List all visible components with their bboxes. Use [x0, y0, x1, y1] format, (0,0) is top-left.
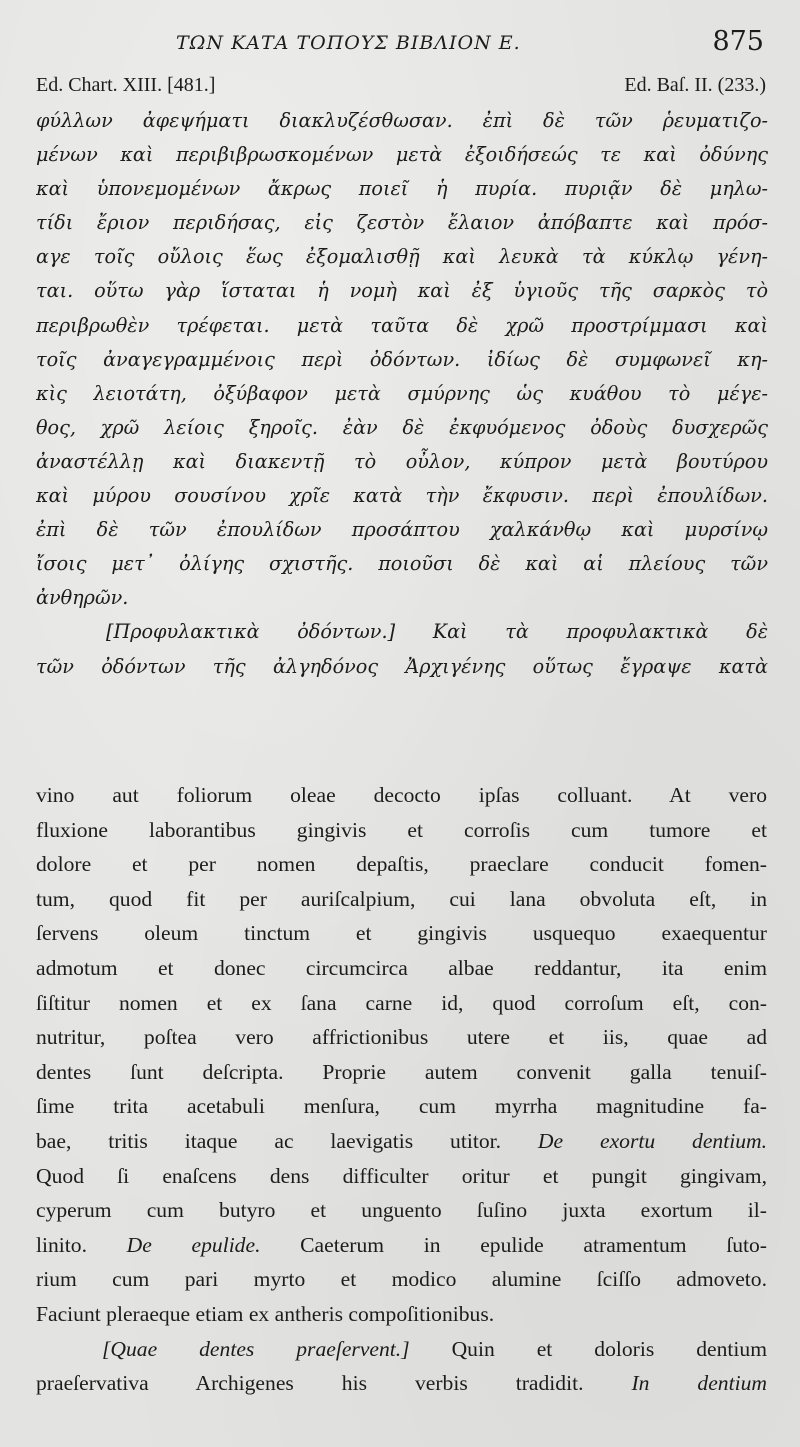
edition-chartier: Ed. Chart. XIII. [481.] [36, 74, 216, 96]
greek-line: φύλλων ἀφεψήματι διακλυζέσθωσαν. ἐπὶ δὲ τῶν ῥευματιζο- [36, 109, 768, 132]
greek-line: θος, χρῶ λείοις ξηροῖς. ἐὰν δὲ ἐκφυόμενος ὀδοὺς δυσχερῶς [36, 415, 768, 439]
greek-line: καὶ ὑπονεμομένων ἄκρως ποιεῖ ἡ πυρία. πυριᾷν δὲ μηλω- [36, 177, 768, 201]
latin-line: Faciunt pleraeque etiam ex antheris compoſitionibus. [36, 1301, 495, 1326]
latin-line: Quod ſi enaſcens dens difficulter oritur et pungit gingivam, [36, 1163, 767, 1188]
greek-line: κὶς λειοτάτη, ὀξύβαφον μετὰ σμύρνης ὡς κυάθου τὸ μέγε- [36, 381, 768, 405]
greek-line: ται. οὕτω γὰρ ἵσταται ἡ νομὴ καὶ ἐξ ὑγιοῦς τῆς σαρκὸς τὸ [36, 279, 768, 303]
latin-text-run: Caeterum in epulide atramentum ſuto- [300, 1232, 767, 1257]
latin-text-run: linito. [36, 1232, 87, 1257]
latin-line [36, 1366, 767, 1401]
greek-line: ἴσοις μετ᾽ ὀλίγης σχιστῆς. ποιοῦσι δὲ καὶ αἱ πλείους τῶν [36, 552, 768, 576]
latin-line: dentes ſunt deſcripta. Proprie autem convenit galla tenuiſ- [36, 1059, 767, 1084]
latin-line: ſiſtitur nomen et ex ſana carne id, quod corroſum eſt, con- [36, 990, 767, 1015]
greek-line: ἀνθηρῶν. [36, 586, 129, 610]
latin-text-run: bae, tritis itaque ac laevigatis utitor. [36, 1128, 502, 1153]
running-title: ΤΩΝ ΚΑΤΑ ΤΟΠΟΥΣ ΒΙΒΛΙΟΝ Ε. [176, 32, 521, 54]
latin-line [36, 1124, 767, 1159]
latin-line [36, 1332, 767, 1367]
latin-line: admotum et donec circumcirca albae reddantur, ita enim [36, 955, 767, 980]
greek-line: μένων καὶ περιβιβρωσκομένων μετὰ ἐξοιδήσεώς τε καὶ ὀδύνης [36, 143, 768, 167]
latin-line: cyperum cum butyro et unguento ſuſino juxta exortum il- [36, 1198, 767, 1223]
greek-line: καὶ μύρου σουσίνου χρῖε κατὰ τὴν ἔκφυσιν. περὶ ἐπουλίδων. [36, 484, 768, 508]
greek-line: ἐπὶ δὲ τῶν ἐπουλίδων προσάπτου χαλκάνθῳ καὶ μυρσίνῳ [36, 518, 768, 542]
latin-italic-run: In dentium [631, 1371, 767, 1396]
greek-line: περιβρωθὲν τρέφεται. μετὰ ταῦτα δὲ χρῶ προστρίμμασι καὶ [36, 313, 768, 337]
greek-line: τοῖς ἀναγεγραμμένοις περὶ ὀδόντων. ἰδίως δὲ συμφωνεῖ κη- [36, 347, 768, 371]
latin-line: ſime trita acetabuli menſura, cum myrrha magnitudine fa- [36, 1094, 767, 1119]
section-heading-praeservent: [Quae dentes praeſervent.] [102, 1336, 410, 1361]
greek-line: ἀναστέλλῃ καὶ διακεντῇ τὸ οὖλον, κύπρον μετὰ βουτύρου [36, 449, 768, 473]
greek-line: αγε τοῖς οὔλοις ἕως ἐξομαλισθῇ καὶ λευκὰ τὰ κύκλῳ γένη- [36, 245, 768, 269]
greek-line: τίδι ἔριον περιδήσας, εἰς ζεστὸν ἔλαιον ἀπόβαπτε καὶ πρόσ- [36, 211, 768, 235]
latin-text-run: Quin et doloris dentium [451, 1336, 767, 1361]
latin-line: nutritur, poſtea vero affrictionibus utere et iis, quae ad [36, 1025, 767, 1050]
page-number: 875 [712, 26, 764, 57]
section-heading-exortu: De exortu dentium. [537, 1128, 767, 1153]
section-heading-epulide: De epulide. [126, 1232, 261, 1257]
latin-line: rium cum pari myrto et modico alumine ſciſſo admoveto. [36, 1267, 767, 1292]
running-head [36, 26, 766, 66]
latin-line: dolore et per nomen depaſtis, praeclare conducit fomen- [36, 852, 767, 877]
edition-line [36, 74, 766, 100]
latin-line: vino aut foliorum oleae decocto ipſas colluant. At vero [36, 783, 767, 807]
latin-line: tum, quod fit per auriſcalpium, cui lana obvoluta eſt, in [36, 886, 767, 911]
greek-text [36, 104, 768, 684]
greek-section-heading-line: [Προφυλακτικὰ ὀδόντων.] Καὶ τὰ προφυλακτικὰ δὲ [106, 620, 768, 644]
greek-line: τῶν ὀδόντων τῆς ἀλγηδόνος Ἀρχιγένης οὕτως ἔγραψε κατὰ [36, 654, 768, 678]
latin-text-run: praeſervativa Archigenes his verbis tradidit. [36, 1371, 584, 1396]
edition-basel: Ed. Baſ. II. (233.) [624, 74, 766, 96]
latin-text [36, 778, 767, 1401]
latin-line [36, 1228, 767, 1263]
latin-line: fluxione laborantibus gingivis et corroſis cum tumore et [36, 817, 767, 842]
latin-line: ſervens oleum tinctum et gingivis usquequo exaequentur [36, 921, 767, 946]
